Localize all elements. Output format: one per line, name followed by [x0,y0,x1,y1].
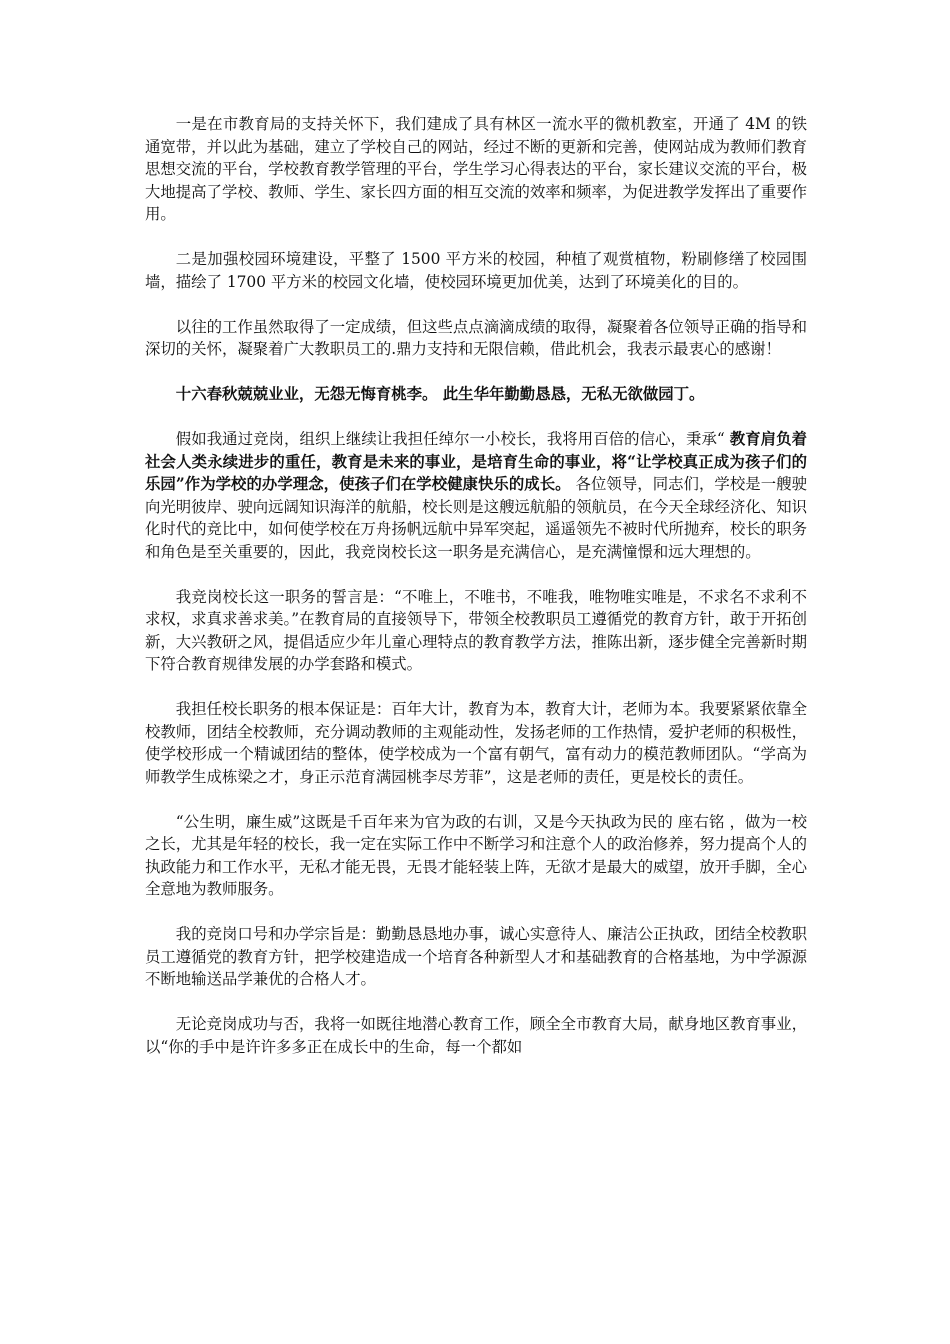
body-text: 以往的工作虽然取得了一定成绩，但这些点点滴滴成绩的取得，凝聚着各位领导正确的指导和深切的关怀，凝聚着广大教职员工的.鼎力支持和无限信赖，借此机会，我表示最衷心的感谢！ [145,317,807,358]
body-text: “公生明，廉生威”这既是千百年来为官为政的右训，又是今天执政为民的 座右铭 ，做为一校之长，尤其是年轻的校长，我一定在实际工作中不断学习和注意个人的政治修养，努力提高个人的执政能力和工作水平，无私才能无畏，无畏才能轻装上阵，无欲才是最大的威望，放开手脚，全心全意地为教师服务。 [145,812,807,898]
body-text: 二是加强校园环境建设，平整了 1500 平方米的校园，种植了观赏植物，粉刷修缮了校园围墙，描绘了 1700 平方米的校园文化墙，使校园环境更加优美，达到了环境美化的目的。 [145,250,807,291]
paragraph [145,428,807,563]
body-text: 假如我通过竞岗，组织上继续让我担任绰尔一小校长，我将用百倍的信心，秉承“ [175,430,730,448]
paragraph [145,1013,807,1058]
bold-text: 教育肩负着社会人类永续进步的重任，教育是未来的事业，是培育生命的事业，将“让学校真正成为孩子们的乐园”作为学校的办学理念，使孩子们在学校健康快乐的成长。 [145,430,807,493]
paragraph [145,383,807,406]
paragraph [145,923,807,991]
body-text: 我担任校长职务的根本保证是：百年大计，教育为本，教育大计，老师为本。我要紧紧依靠全校教师，团结全校教师，充分调动教师的主观能动性，发扬老师的工作热情，爱护老师的积极性，使学校形成一个精诚团结的整体，使学校成为一个富有朝气，富有动力的模范教师团队。“学高为师教学生成栋梁之才，身正示范育满园桃李尽芳菲”，这是老师的责任，更是校长的责任。 [145,700,807,786]
body-text: 无论竞岗成功与否，我将一如既往地潜心教育工作，顾全全市教育大局，献身地区教育事业，以“你的手中是许许多多正在成长中的生命，每一个都如 [145,1015,807,1056]
paragraph [145,113,807,226]
paragraph [145,586,807,676]
body-text: 我竞岗校长这一职务的誓言是：“不唯上，不唯书，不唯我，唯物唯实唯是，不求名不求利不求权，求真求善求美。”在教育局的直接领导下，带领全校教职员工遵循党的教育方针，敢于开拓创新，大兴教研之风，提倡适应少年儿童心理特点的教育教学方法，推陈出新，逐步健全完善新时期下符合教育规律发展的办学套路和模式。 [145,587,807,673]
paragraph [145,248,807,293]
paragraph [145,811,807,901]
body-text: 我的竞岗口号和办学宗旨是：勤勤恳恳地办事，诚心实意待人、廉洁公正执政，团结全校教职员工遵循党的教育方针，把学校建造成一个培育各种新型人才和基础教育的合格基地，为中学源源不断地输送品学兼优的合格人才。 [145,925,807,988]
paragraph [145,316,807,361]
document-page [145,113,807,1081]
paragraph [145,698,807,788]
bold-text: 十六春秋兢兢业业，无怨无悔育桃李。 此生华年勤勤恳恳，无私无欲做园丁。 [175,385,705,403]
body-text: 各位领导，同志们，学校是一艘驶向光明彼岸、驶向远阔知识海洋的航船，校长则是这艘远航船的领航员，在今天全球经济化、知识化时代的竞比中，如何使学校在万舟扬帆远航中异军突起，遥遥领先不被时代所抛弃，校长的职务和角色是至关重要的，因此，我竞岗校长这一职务是充满信心，是充满憧憬和远大理想的。 [145,475,807,561]
body-text: 一是在市教育局的支持关怀下，我们建成了具有林区一流水平的微机教室，开通了 4M 的铁通宽带，并以此为基础，建立了学校自己的网站，经过不断的更新和完善，使网站成为教师们教育思想交流的平台，学校教育教学管理的平台，学生学习心得表达的平台，家长建议交流的平台，极大地提高了学校、教师、学生、家长四方面的相互交流的效率和频率，为促进教学发挥出了重要作用。 [145,115,807,223]
